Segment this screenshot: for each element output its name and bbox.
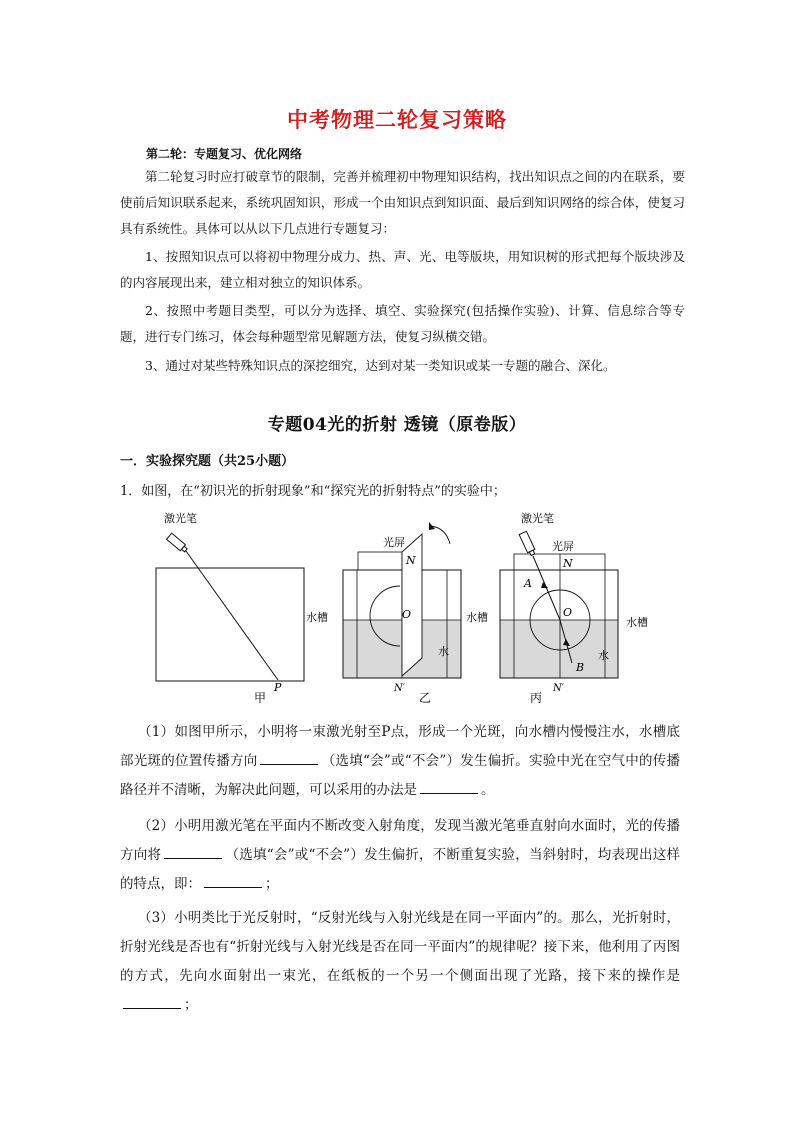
sub-question-1 xyxy=(120,718,680,805)
caption-bing: 丙 xyxy=(530,691,543,705)
tank-label-1: 水槽 xyxy=(306,611,328,624)
figure-jia xyxy=(156,511,304,705)
page-title: 中考物理二轮复习策略 xyxy=(287,108,507,132)
intro-paragraph-2: 1、按照知识点可以将初中物理分成力、热、声、光、电等版块，用知识树的形式把每个版块涉及的内容展现出来，建立相对独立的知识体系。 xyxy=(120,249,685,290)
point-o-label-2: O xyxy=(563,606,573,619)
caption-jia: 甲 xyxy=(254,691,267,705)
point-p-label: P xyxy=(274,681,282,694)
sub-question-1-part-c: 。 xyxy=(481,782,495,798)
sub-question-1-part-b: （选填“会”或“不会”）发生偏折。实验中光在空气中的传播路径并不清晰，为解决此问题，可以采用的办法是 xyxy=(120,753,681,798)
answer-blank-5[interactable] xyxy=(123,994,181,1009)
laser-label-2: 激光笔 xyxy=(521,512,554,525)
point-n-label-2: N xyxy=(563,557,573,570)
topic-title: 专题04光的折射 透镜（原卷版） xyxy=(267,415,527,435)
answer-blank-4[interactable] xyxy=(204,873,262,888)
experiment-figure xyxy=(150,508,660,708)
screen-label-1: 光屏 xyxy=(383,536,405,549)
sub-question-2-part-b: （选填“会”或“不会”）发生偏折，不断重复实验，当斜射时，均表现出这样的特点，即： xyxy=(120,847,681,892)
sub-question-2-part-a: （2）小明用激光笔在平面内不断改变入射角度，发现当激光笔垂直射向水面时，光的传播方向将 xyxy=(120,818,680,863)
water-label-1: 水 xyxy=(438,645,449,658)
answer-blank-1[interactable] xyxy=(260,750,318,765)
point-a-label: A xyxy=(524,577,532,590)
point-n2-label-1: N′ xyxy=(394,683,406,694)
screen-label-2: 光屏 xyxy=(552,540,574,553)
figure-bing xyxy=(500,511,618,705)
figure-yi xyxy=(343,522,461,705)
point-n2-label-2: N′ xyxy=(553,683,565,694)
sub-question-2 xyxy=(120,812,680,899)
intro-paragraph-3: 2、按照中考题目类型，可以分为选择、填空、实验探究(包括操作实验)、计算、信息综合等专题，进行专门练习，体会每种题型常见解题方法，使复习纵横交错。 xyxy=(120,303,685,344)
sub-question-3-part-b: ； xyxy=(184,997,198,1013)
section-heading: 一．实验探究题（共25小题） xyxy=(120,454,295,469)
tank-label-3: 水槽 xyxy=(626,616,648,629)
caption-yi: 乙 xyxy=(419,691,432,705)
intro-paragraph-4: 3、通过对某些特殊知识点的深挖细究，达到对某一类知识或某一专题的融合、深化。 xyxy=(145,358,616,373)
sub-question-3 xyxy=(120,904,680,1020)
point-n-label-1: N xyxy=(406,554,416,567)
question-1: 1．如图，在“初识光的折射现象”和“探究光的折射特点”的实验中； xyxy=(120,484,506,499)
sub-question-3-part-a: （3）小明类比于光反射时，“反射光线与入射光线是在同一平面内”的。那么，光折射时，折射光线是否也有“折射光线与入射光线是否在同一平面内”的规律呢？接下来，他利用了丙图的方式，先向水面射出一束光，在纸板的一个另一个侧面出现了光路，接下来的操作是 xyxy=(120,910,680,984)
sub-question-2-part-c: ； xyxy=(265,876,279,892)
laser-pen-icon-2 xyxy=(519,531,536,556)
point-o-label-1: O xyxy=(402,608,412,621)
sub-question-1-part-a: （1）如图甲所示，小明将一束激光射至P点，形成一个光斑，向水槽内慢慢注水，水槽底部光斑的位置传播方向 xyxy=(120,724,680,769)
laser-label: 激光笔 xyxy=(164,512,197,525)
tank-label-2: 水槽 xyxy=(466,611,488,624)
page-subtitle: 第二轮：专题复习、优化网络 xyxy=(146,147,303,161)
water-label-2: 水 xyxy=(598,649,609,662)
laser-pen-icon xyxy=(167,533,189,553)
answer-blank-3[interactable] xyxy=(164,844,222,859)
intro-paragraph-1: 第二轮复习时应打破章节的限制，完善并梳理初中物理知识结构，找出知识点之间的内在联系，要使前后知识联系起来，系统巩固知识，形成一个由知识点到知识面、最后到知识网络的综合体，使复习具有系统性。具体可以从以下几点进行专题复习： xyxy=(120,169,685,236)
point-b-label: B xyxy=(576,661,585,674)
answer-blank-2[interactable] xyxy=(420,779,478,794)
